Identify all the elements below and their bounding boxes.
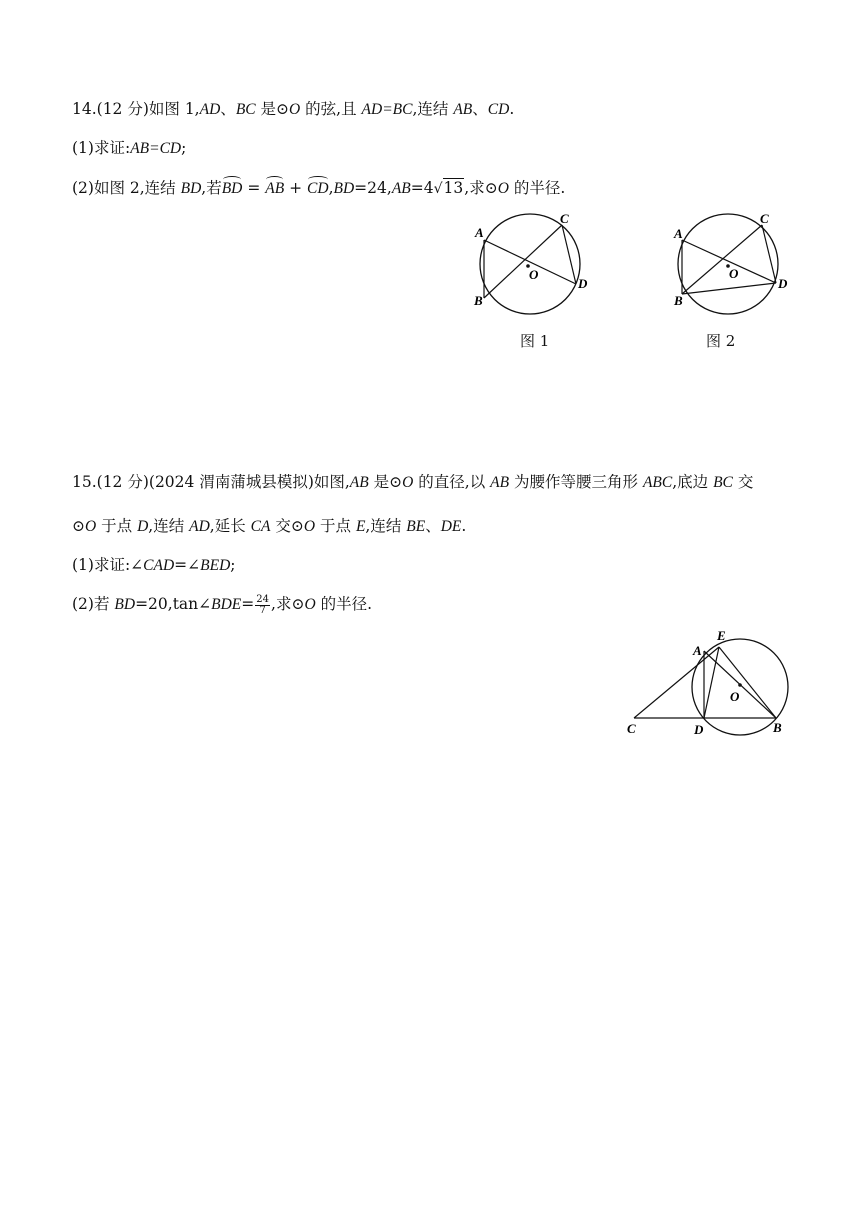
q15-stem-text: 于点 xyxy=(96,517,138,535)
q14-var: AD=BC xyxy=(361,101,413,118)
label-b: B xyxy=(773,720,782,735)
chord-bd xyxy=(682,283,776,294)
q14-stem-text: 是⊙ xyxy=(255,100,290,118)
q14-part2-text: ,求⊙ xyxy=(464,179,498,197)
q15-var: E xyxy=(355,518,366,535)
label-c: C xyxy=(760,211,769,226)
q15-part2-text: = xyxy=(241,595,255,613)
center-point xyxy=(738,683,742,687)
figure-2-caption: 图 2 xyxy=(706,332,736,350)
fraction xyxy=(255,595,270,616)
q15-stem-text: 为腰作等腰三角形 xyxy=(509,473,643,491)
chord-bc xyxy=(682,225,762,294)
q15-stem-text: ,连结 xyxy=(365,517,407,535)
q15-part1 xyxy=(72,554,236,577)
q14-part2 xyxy=(72,177,565,200)
q15-var: BDE xyxy=(211,596,242,613)
q14-var: AB xyxy=(391,180,411,197)
q15-var: ABC xyxy=(642,474,673,491)
q15-var: BE xyxy=(406,518,426,535)
q15-stem-text: ⊙ xyxy=(72,517,85,535)
q14-part2-text: , xyxy=(328,179,334,197)
q15-var: DE xyxy=(440,518,462,535)
q15-part2-text: ,求⊙ xyxy=(271,595,305,613)
circle-o xyxy=(480,214,580,314)
q14-var: AD xyxy=(199,101,221,118)
q15-stem-text: 15.(12 分)(2024 渭南蒲城县模拟)如图, xyxy=(72,473,350,491)
arc-ab: AB xyxy=(265,178,284,200)
q15-stem-text: ,延长 xyxy=(209,517,251,535)
q14-stem xyxy=(72,98,514,121)
q15-part1-text: (1)求证:∠ xyxy=(72,556,144,574)
q15-part1-text: ; xyxy=(230,556,236,574)
q14-stem-text: 14.(12 分)如图 1, xyxy=(72,100,200,118)
q15-var: AB xyxy=(349,474,369,491)
q14-var: BC xyxy=(235,101,256,118)
q14-figure-2 xyxy=(668,210,798,320)
figure-1-caption: 图 1 xyxy=(520,332,550,350)
q14-var: BD xyxy=(180,180,202,197)
label-a: A xyxy=(674,226,683,241)
q14-stem-text: ,连结 xyxy=(412,100,454,118)
q15-var: CAD xyxy=(143,557,175,574)
q14-var: O xyxy=(497,180,509,197)
q14-part2-text: 的半径. xyxy=(508,179,566,197)
q15-var: BD xyxy=(114,596,136,613)
q15-stem-text: 交⊙ xyxy=(270,517,304,535)
q14-stem-text: 的弦,且 xyxy=(300,100,362,118)
q14-var: AB xyxy=(453,101,473,118)
label-d: D xyxy=(694,722,704,737)
sqrt-sign: √ xyxy=(433,181,443,197)
arc-cd: CD xyxy=(307,178,329,200)
fraction-numerator: 24 xyxy=(256,593,270,605)
q15-var: AD xyxy=(189,518,210,535)
q14-part1-text: ; xyxy=(181,139,187,157)
q15-stem-text: 是⊙ xyxy=(368,473,403,491)
q15-var: BED xyxy=(200,557,231,574)
q15-var: D xyxy=(137,518,149,535)
q15-part2-text: (2)若 xyxy=(72,595,115,613)
q14-part1-text: (1)求证: xyxy=(72,139,131,157)
q14-figure-1 xyxy=(468,210,598,320)
label-d: D xyxy=(778,276,788,291)
label-o: O xyxy=(529,267,539,282)
q15-part1-text: =∠ xyxy=(174,556,201,574)
equals-sign: = xyxy=(242,179,266,197)
label-b: B xyxy=(474,293,483,308)
sqrt-radicand: 13 xyxy=(443,179,464,197)
q15-stem-text: 于点 xyxy=(315,517,356,535)
q15-var: O xyxy=(402,474,414,491)
q14-stem-text: 、 xyxy=(220,100,236,118)
q15-stem-text: 的直径,以 xyxy=(413,473,491,491)
arc-bd: BD xyxy=(222,178,243,200)
q15-var: O xyxy=(303,518,316,535)
chord-cd xyxy=(562,225,576,284)
q15-var: AB xyxy=(490,474,510,491)
q14-part2-text: =4 xyxy=(410,179,434,197)
q14-part2-text: (2)如图 2,连结 xyxy=(72,179,181,197)
q14-part1 xyxy=(72,137,186,160)
q15-stem-line2 xyxy=(72,515,466,538)
chord-bc xyxy=(484,225,562,298)
q15-part2-text: 的半径. xyxy=(315,595,372,613)
q15-stem-text: 交 xyxy=(732,473,754,491)
segment-be xyxy=(719,647,776,718)
label-a: A xyxy=(475,225,484,240)
label-c: C xyxy=(560,211,569,226)
q15-stem-text: 、 xyxy=(425,517,441,535)
q15-var: O xyxy=(85,518,97,535)
label-d: D xyxy=(578,276,588,291)
q15-stem-text: . xyxy=(461,517,467,535)
q15-stem-text: ,底边 xyxy=(672,473,714,491)
q15-var: CA xyxy=(250,518,271,535)
label-c: C xyxy=(627,721,636,736)
q14-var: BD xyxy=(333,180,355,197)
q15-figure xyxy=(620,625,800,743)
fraction-denominator: 7 xyxy=(259,604,266,616)
q14-part2-text: =24, xyxy=(354,179,392,197)
chord-cd xyxy=(762,225,776,283)
q15-stem-text: ,连结 xyxy=(148,517,190,535)
q15-var: BC xyxy=(713,474,733,491)
q14-var: O xyxy=(289,101,301,118)
q14-part2-text: ,若 xyxy=(201,179,222,197)
plus-sign: + xyxy=(284,179,308,197)
q14-var: CD xyxy=(487,101,510,118)
q15-stem-line1 xyxy=(72,471,753,494)
label-b: B xyxy=(674,293,683,308)
label-a: A xyxy=(693,643,702,658)
q14-stem-text: 、 xyxy=(472,100,488,118)
label-o: O xyxy=(730,689,740,704)
q15-var: O xyxy=(304,596,316,613)
label-o: O xyxy=(729,266,739,281)
label-e: E xyxy=(717,628,726,643)
q14-part1-eq: AB=CD xyxy=(130,140,182,157)
q15-part2-text: =20,tan∠ xyxy=(135,595,212,613)
q14-stem-text: . xyxy=(509,100,515,118)
q15-part2 xyxy=(72,593,372,616)
